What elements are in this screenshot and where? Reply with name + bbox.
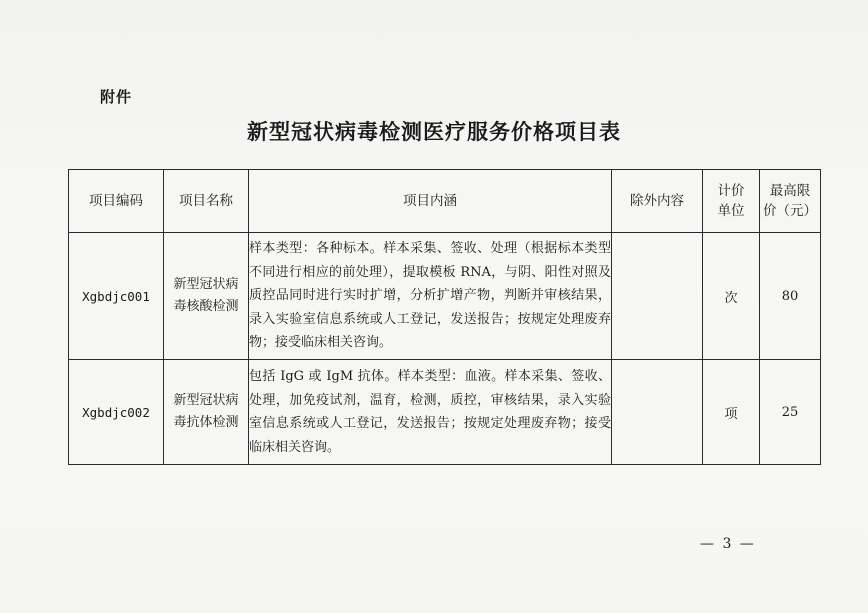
row-name-line1: 新型冠状病: [173, 393, 239, 408]
row-exclusions: [612, 233, 703, 360]
row-content: 样本类型：各种标本。样本采集、签收、处理（根据标本类型不同进行相应的前处理），提取模板 RNA，与阴、阳性对照及质控品同时进行实时扩增，分析扩增产物，判断并审核结果，录入实验室信息系统或人工登记，发送报告；按规定处理废弃物；接受临床相关咨询。: [249, 233, 612, 360]
row-name-line2: 毒抗体检测: [173, 415, 239, 430]
header-code: 项目编码: [69, 170, 164, 233]
header-price: [760, 170, 821, 233]
page-number: — 3 —: [700, 536, 756, 552]
header-unit-line2: 单位: [717, 203, 745, 219]
header-content: 项目内涵: [249, 170, 612, 233]
row-name: [164, 360, 249, 465]
table-row: [69, 360, 821, 465]
annex-label: 附件: [100, 88, 133, 106]
row-price: 80: [760, 233, 821, 360]
row-content: 包括 IgG 或 IgM 抗体。样本类型：血液。样本采集、签收、处理，加免疫试剂，温育，检测，质控，审核结果，录入实验室信息系统或人工登记，发送报告；按规定处理废弃物；接受临床相关咨询。: [249, 360, 612, 465]
row-name-line2: 毒核酸检测: [173, 299, 239, 314]
header-name: 项目名称: [164, 170, 249, 233]
table-header-row: [69, 170, 821, 233]
document-title: 新型冠状病毒检测医疗服务价格项目表: [247, 119, 621, 144]
header-price-line2: 价（元）: [763, 203, 817, 219]
header-unit: [703, 170, 760, 233]
price-table: [68, 169, 821, 465]
row-exclusions: [612, 360, 703, 465]
header-exclusions: 除外内容: [612, 170, 703, 233]
row-code: Xgbdjc002: [69, 360, 164, 465]
row-code: Xgbdjc001: [69, 233, 164, 360]
table-row: [69, 233, 821, 360]
row-price: 25: [760, 360, 821, 465]
row-name: [164, 233, 249, 360]
header-unit-line1: 计价: [717, 183, 745, 199]
row-unit: 项: [703, 360, 760, 465]
row-unit: 次: [703, 233, 760, 360]
header-price-line1: 最高限: [769, 183, 811, 199]
row-name-line1: 新型冠状病: [173, 277, 239, 292]
